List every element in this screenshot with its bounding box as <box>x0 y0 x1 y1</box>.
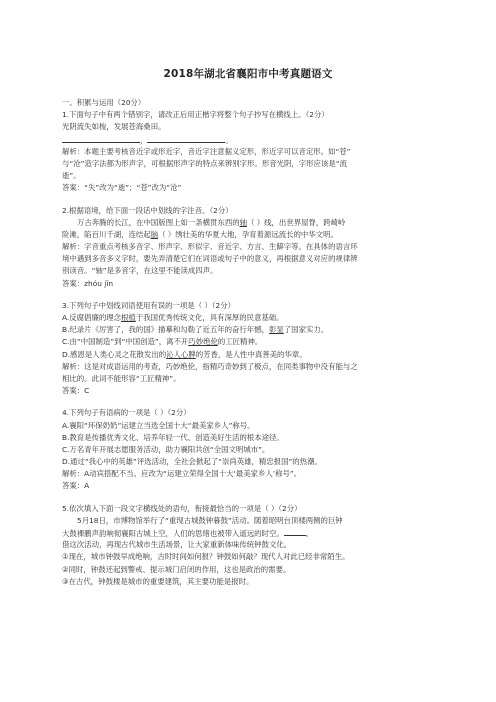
passage-text: 大鼓裸鹏声韵响彻襄阳古城上空，人们的思绪也被带入遥远的时空。 <box>62 529 284 538</box>
option-text: B.纪录片《厉害了，我的国》描摹和勾勒了近五年的奋行年憾， <box>62 325 269 335</box>
question-4-answer: 答案：A <box>62 481 90 491</box>
question-5-passage: 借这次活动，再现古代城市生活场景，让大家重新体味传统钟鼓文化。 <box>62 540 292 550</box>
underlined-word: 巧妙绝伦 <box>188 337 218 347</box>
blank-separator: ， <box>140 135 148 145</box>
option-text: 了国家实力。 <box>283 325 329 335</box>
option-3: ③在古代，钟鼓楼是城市的重要建筑，其主要功能是报时。 <box>62 576 254 586</box>
option-a <box>62 312 440 324</box>
blank-end: 。 <box>225 135 233 145</box>
passage-text: （ ）绣壮美的华夏大地，孕育着源远流长的中华文明。 <box>158 229 338 239</box>
answer-blank-line <box>62 134 440 146</box>
option-text: C.由“中国制造”到“中国创造”，离不开 <box>62 337 189 347</box>
content-body <box>62 97 440 588</box>
question-2-analysis: 解析：字音重点考核多音字、形声字、形似字、音近字、方言、生僻字等。在具体的语言环 <box>62 242 358 252</box>
section-heading: 一、积累与运用（20分） <box>62 98 146 107</box>
option-text: D.感恩是人类心灵之花散发出的 <box>62 349 167 359</box>
option-d: D.通过“我心中的英雄”评选活动，全社会掀起了“崇尚英雄，精忠报国”的热潮。 <box>62 457 322 467</box>
underlined-word: 根植 <box>121 313 136 322</box>
question-4-stem: 4.下列句子有语病的一项是（ ）（2分） <box>62 408 191 418</box>
question-1-sentence: 光阴流失如梭，发展苍海桑田。 <box>62 122 166 132</box>
option-a: A.襄阳“环保奶奶”运建立当选全国十大“最美家乡人”称号。 <box>62 420 255 430</box>
answer-blank-1 <box>62 134 140 143</box>
underlined-char: 脑 <box>150 229 159 239</box>
option-d <box>62 349 440 361</box>
question-1-analysis: 解析：本题主要考核音近字或形近字，音近字注意据义定形，形近字可以音定形。如“苍” <box>62 146 351 156</box>
question-1-stem: 1.下面句子中有两个错别字，请改正后用正楷字将整个句子抄写在横线上。（2分） <box>62 110 329 120</box>
option-b: B.教育是传播优秀文化、培养年轻一代、创造美好生活的根本途径。 <box>62 432 284 442</box>
question-5-passage: 5月18日，市博物馆举行了“重现古城鼓钟暮鼓”活动。随着昭明台顶楼两侧的巨钟 <box>77 515 343 525</box>
question-5-passage <box>62 527 440 539</box>
fill-blank <box>284 527 306 536</box>
question-2-analysis: 别读音。“轴”是多音字，在这里不能读成四声。 <box>62 266 218 276</box>
question-3-analysis: 解析：这是对成语运用的考查，巧妙绝伦，指精巧奇妙到了极点，在同类事物中没有能与之 <box>62 361 358 371</box>
question-2-passage <box>62 229 440 241</box>
option-text: A.反腐倡廉的理念 <box>62 313 122 322</box>
question-1-analysis: 与“沧”造字法都为形声字，可根据形声字的特点来辨别字形。形音光阴，字形应该是“流 <box>62 158 347 168</box>
question-3-answer: 答案：C <box>62 386 90 396</box>
option-2: ②同时，钟鼓还起到警戒、提示城门启闭的作用，这也是政治的需要。 <box>62 564 291 574</box>
question-2-answer: 答案：zhóu jǐn <box>62 278 114 288</box>
question-3-analysis: 相比的。此词不能形容“工匠精神”。 <box>62 373 181 383</box>
option-text: 于我国优秀传统文化，具有深厚的民意基础。 <box>135 313 284 322</box>
question-1-answer: 答案：“失”改为“逝”；“苍”改为“沧” <box>62 183 182 193</box>
underlined-word: 彰显 <box>268 325 284 335</box>
passage-text: （ ）线，出世界屋脊，跨崎岭 <box>247 217 346 227</box>
option-c <box>62 336 440 348</box>
option-1: ①现在，城市钟鼓早成绝响，古时时间如何报？钟鼓如何敲？现代人对此已经非常陌生。 <box>62 552 350 562</box>
question-4-analysis: 解析：A动宾搭配不当。应改为“运建立荣得全国十大‘最美家乡人’称号”。 <box>62 469 302 479</box>
option-text: 的芳香，是人性中真善美的华章。 <box>195 349 307 359</box>
passage-text: 险滩，陷百川千湖，连结起 <box>62 229 151 239</box>
question-2-analysis: 境中遇到多音多义字时，要先弄清楚它们在词语或句子中的意义，再根据意义对应的规律辨 <box>62 254 358 264</box>
question-2-passage <box>62 217 440 229</box>
passage-text: 万古奔腾的长江，在中国版图上如一条横贯东西的 <box>77 217 240 227</box>
option-text: 的工匠精神。 <box>217 337 263 347</box>
page-title: 2018年湖北省襄阳市中考真题语文 <box>163 68 333 80</box>
underlined-char: 轴 <box>239 217 248 227</box>
option-b <box>62 324 440 336</box>
passage-text: 。 <box>305 529 314 538</box>
question-2-stem: 2.根据语境，给下面一段话中划线的字注音。（2分） <box>62 205 233 215</box>
question-5-stem: 5.依次填入下面一段文字横线处的语句，衔接最恰当的一项是（ ）（2分） <box>62 503 302 513</box>
question-1-analysis: 逝”。 <box>62 171 81 181</box>
option-c: C.万名青年开展志愿服务活动，助力襄阳共创“全国文明城市”。 <box>62 444 270 454</box>
question-3-stem: 3.下列句子中划线词语使用有误的一项是（ ）（2分） <box>62 300 235 310</box>
underlined-word: 沁人心脾 <box>166 349 196 359</box>
answer-blank-2 <box>147 134 225 143</box>
